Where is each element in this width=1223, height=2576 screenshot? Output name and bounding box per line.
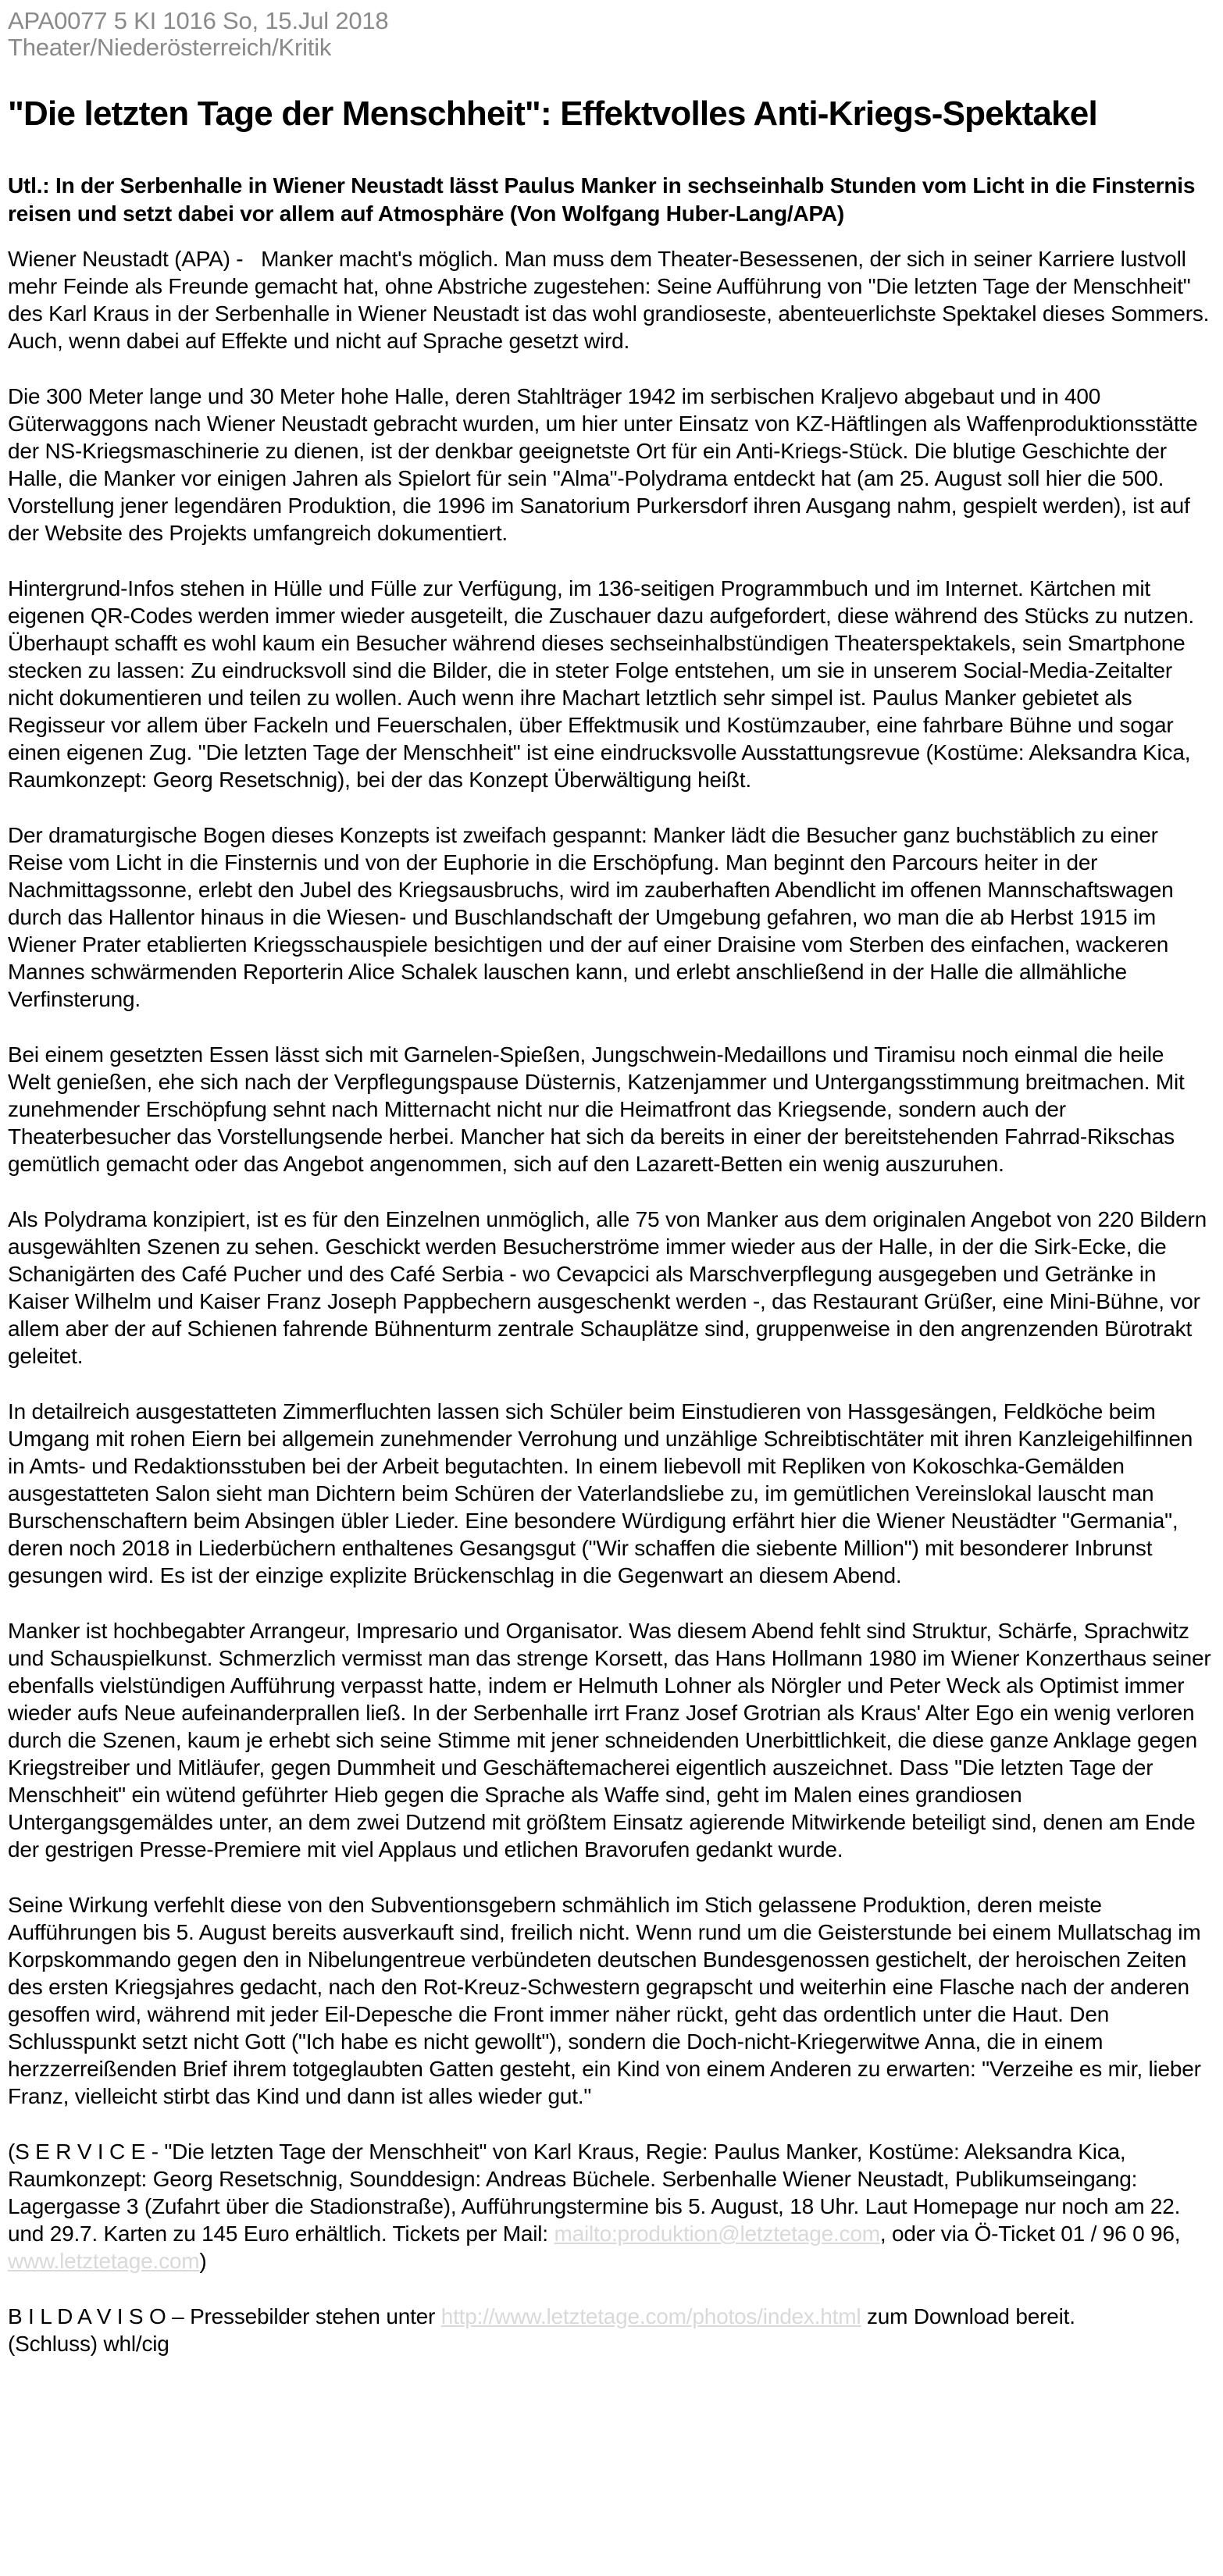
text-run: Die 300 Meter lange und 30 Meter hohe Halle, deren Stahlträger 1942 im serbischen Kraljevo abgebaut und in 400 Güterwaggons nach Wiener Neustadt gebracht wurden, um hier unter Einsatz von KZ-Häftlingen als Waffenproduktionsstätte der NS-Kriegsmaschinerie zu dienen, ist der denkbar geeignetste Ort für ein Anti-Kriegs-Stück. Die blutige Geschichte der Halle, die Manker vor einigen Jahren als Spielort für sein "Alma"-Polydrama entdeckt hat (am 25. August soll hier die 500. Vorstellung jener legendären Produktion, die 1996 im Sanatorium Purkersdorf ihren Ausgang nahm, gespielt werden), ist auf der Website des Projekts umfangreich dokumentiert. — [8, 384, 1198, 545]
paragraph-hintergrund — [8, 575, 1212, 793]
text-run: Seine Wirkung verfehlt diese von den Subventionsgebern schmählich im Stich gelassene Produktion, deren meiste Aufführungen bis 5. August bereits ausverkauft sind, freilich nicht. Wenn rund um die Geisterstunde bei einem Mullatschag im Korpskommando gegen den in Nibelungentreue verbündeten deutschen Bundesgenossen gestichelt, der heroischen Zeiten des ersten Kriegsjahres gedacht, nach den Rot-Kreuz-Schwestern gegrapscht und weiterhin eine Flasche nach der anderen gesoffen wird, während mit jeder Eil-Depesche die Front immer näher rückt, geht das ordentlich unter die Haut. Den Schlusspunkt setzt nicht Gott ("Ich habe es nicht gewollt"), sondern die Doch-nicht-Kriegerwitwe Anna, die in einem herzzerreißenden Brief ihrem totgeglaubten Gatten gesteht, ein Kind von einem Anderen zu erwarten: "Verzeihe es mir, lieber Franz, vielleicht stirbt das Kind und dann ist alles wieder gut." — [8, 1893, 1201, 2108]
service-paragraph — [8, 2138, 1212, 2275]
article-subtitle: Utl.: In der Serbenhalle in Wiener Neustadt lässt Paulus Manker in sechseinhalb Stunden vom Licht in die Finsternis reisen und setzt dabei vor allem auf Atmosphäre (Von Wolfgang Huber-Lang/APA) — [8, 173, 1196, 226]
schluss-line — [8, 2330, 1212, 2357]
text-run: , oder via Ö-Ticket 01 / 96 0 96, — [879, 2221, 1181, 2246]
paragraph-zimmerfluchten — [8, 1398, 1212, 1589]
paragraph-essen — [8, 1041, 1212, 1178]
email-link[interactable]: mailto:produktion@letztetage.com — [554, 2221, 880, 2246]
apa-header-line1: APA0077 5 KI 1016 So, 15.Jul 2018 — [8, 7, 389, 34]
paragraph-lead — [8, 245, 1212, 355]
apa-header — [8, 8, 1212, 61]
text-run: Der dramaturgische Bogen dieses Konzepts ist zweifach gespannt: Manker lädt die Besucher ganz buchstäblich zu einer Reise vom Licht in die Finsternis und von der Euphorie in die Erschöpfung. Man beginnt den Parcours heiter in der Nachmittagssonne, erlebt den Jubel des Kriegsausbruchs, wird im zauberhaften Abendlicht im offenen Mannschaftswagen durch das Hallentor hinaus in die Wiesen- und Buschlandschaft der Umgebung gefahren, wo man die ab Herbst 1915 im Wiener Prater etablierten Kriegsschauspiele besichtigen und der auf einer Draisine vom Sterben des einfachen, wackeren Mannes schwärmenden Reporterin Alice Schalek lauschen kann, und erlebt anschließend in der Halle die allmähliche Verfinsterung. — [8, 823, 1174, 1011]
website-link[interactable]: www.letztetage.com — [8, 2249, 200, 2273]
paragraph-wirkung — [8, 1891, 1212, 2110]
text-run: Manker ist hochbegabter Arrangeur, Impresario und Organisator. Was diesem Abend fehlt sind Struktur, Schärfe, Sprachwitz und Schauspielkunst. Schmerzlich vermisst man das strenge Korsett, das Hans Hollmann 1980 im Wiener Konzerthaus seiner ebenfalls vielstündigen Aufführung verpasst hatte, indem er Helmuth Lohner als Nörgler und Peter Weck als Optimist immer wieder aufs Neue aufeinanderprallen ließ. In der Serbenhalle irrt Franz Josef Grotrian als Kraus' Alter Ego ein wenig verloren durch die Szenen, kaum je erhebt sich seine Stimme mit jener schneidenden Unerbittlichkeit, die diese ganze Anklage gegen Kriegstreiber und Mitläufer, gegen Dummheit und Geschäftemacherei eigentlich auszeichnet. Dass "Die letzten Tage der Menschheit" ein wütend geführter Hieb gegen die Sprache als Waffe sind, geht im Malen eines grandiosen Untergangsgemäldes unter, an dem zwei Dutzend mit größtem Einsatz agierende Mitwirkende beteiligt sind, denen am Ende der gestrigen Presse-Premiere mit viel Applaus und etlichen Bravorufen gedankt wurde. — [8, 1619, 1211, 1862]
text-run: Hintergrund-Infos stehen in Hülle und Fülle zur Verfügung, im 136-seitigen Programmbuch und im Internet. Kärtchen mit eigenen QR-Codes werden immer wieder ausgeteilt, die Zuschauer dazu aufgefordert, diese während des Stücks zu nutzen. Überhaupt schafft es wohl kaum ein Besucher während dieses sechseinhalbstündigen Theaterspektakels, sein Smartphone stecken zu lassen: Zu eindrucksvoll sind die Bilder, die in steter Folge entstehen, um sie in unserem Social-Media-Zeitalter nicht dokumentieren und teilen zu wollen. Auch wenn ihre Machart letztlich sehr simpel ist. Paulus Manker gebietet als Regisseur vor allem über Fackeln und Feuerschalen, über Effektmusik und Kostümzauber, eine fahrbare Bühne und sogar einen eigenen Zug. "Die letzten Tage der Menschheit" ist eine eindrucksvolle Ausstattungsrevue (Kostüme: Aleksandra Kica, Raumkonzept: Georg Resetschnig), bei der das Konzept Überwältigung heißt. — [8, 576, 1195, 792]
paragraph-polydrama — [8, 1206, 1212, 1370]
bildaviso-line — [8, 2303, 1212, 2330]
text-run: ) — [199, 2249, 207, 2273]
article-headline: "Die letzten Tage der Menschheit": Effektvolles Anti-Kriegs-Spektakel — [8, 94, 1097, 133]
text-run: Als Polydrama konzipiert, ist es für den Einzelnen unmöglich, alle 75 von Manker aus dem originalen Angebot von 220 Bildern ausgewählten Szenen zu sehen. Geschickt werden Besucherströme immer wieder aus der Halle, in der die Sirk-Ecke, die Schanigärten des Café Pucher und des Café Serbia - wo Cevapcici als Marschverpflegung ausgegeben und Getränke in Kaiser Wilhelm und Kaiser Franz Joseph Pappbechern ausgeschenkt werden -, das Restaurant Grüßer, eine Mini-Bühne, vor allem aber der auf Schienen fahrende Bühnenturm zentrale Schauplätze sind, gruppenweise in den angrenzenden Bürotrakt geleitet. — [8, 1207, 1207, 1368]
text-run: zum Download bereit. — [861, 2304, 1075, 2328]
text-run: (Schluss) whl/cig — [8, 2332, 169, 2356]
apa-header-line2: Theater/Niederösterreich/Kritik — [8, 34, 332, 61]
text-run: Bei einem gesetzten Essen lässt sich mit Garnelen-Spießen, Jungschwein-Medaillons und Tiramisu noch einmal die heile Welt genießen, ehe sich nach der Verpflegungspause Düsternis, Katzenjammer und Untergangsstimmung breitmachen. Mit zunehmender Erschöpfung sehnt nach Mitternacht nicht nur die Heimatfront das Kriegsende, sondern auch der Theaterbesucher das Vorstellungsende herbei. Mancher hat sich da bereits in einer der bereitstehenden Fahrrad-Rikschas gemütlich gemacht oder das Angebot angenommen, sich auf den Lazarett-Betten ein wenig auszuruhen. — [8, 1042, 1185, 1176]
text-run: In detailreich ausgestatteten Zimmerfluchten lassen sich Schüler beim Einstudieren von Hassgesängen, Feldköche beim Umgang mit rohen Eiern bei allgemein zunehmender Verrohung und unzählige Schreibtischtäter mit ihren Kanzleigehilfinnen in Amts- und Redaktionsstuben bei der Arbeit begutachten. In einem liebevoll mit Repliken von Kokoschka-Gemälden ausgestatteten Salon sieht man Dichtern beim Schüren der Vaterlandsliebe zu, im gemütlichen Vereinslokal lauscht man Burschenschaftern beim Absingen übler Lieder. Eine besondere Würdigung erfährt hier die Wiener Neustädter "Germania", deren noch 2018 in Liederbüchern enthaltenes Gesangsgut ("Wir schaffen die siebente Million") mit besonderer Inbrunst gesungen wird. Es ist der einzige explizite Brückenschlag in die Gegenwart an diesem Abend. — [8, 1399, 1193, 1587]
paragraph-halle — [8, 383, 1212, 547]
text-run: B I L D A V I S O – Pressebilder stehen unter — [8, 2304, 441, 2328]
paragraph-dramaturgie — [8, 821, 1212, 1013]
paragraph-kritik — [8, 1617, 1212, 1863]
photos-link[interactable]: http://www.letztetage.com/photos/index.html — [440, 2304, 861, 2328]
text-run: (S E R V I C E - "Die letzten Tage der Menschheit" von Karl Kraus, Regie: Paulus Manker, Kostüme: Aleksandra Kica, Raumkonzept: Georg Resetschnig, Sounddesign: Andreas Büchele. Serbenhalle Wiener Neustadt, Publikumseingang: Lagergasse 3 (Zufahrt über die Stadionstraße), Aufführungstermine bis 5. August, 18 Uhr. Laut Homepage nur noch am 22. und 29.7. Karten zu 145 Euro erhältlich. Tickets per Mail: — [8, 2140, 1181, 2246]
article-body — [8, 245, 1212, 2357]
text-run: Wiener Neustadt (APA) - Manker macht's möglich. Man muss dem Theater-Besessenen, der sich in seiner Karriere lustvoll mehr Feinde als Freunde gemacht hat, ohne Abstriche zugestehen: Seine Aufführung von "Die letzten Tage der Menschheit" des Karl Kraus in der Serbenhalle in Wiener Neustadt ist das wohl grandioseste, abenteuerlichste Spektakel dieses Sommers. Auch, wenn dabei auf Effekte und nicht auf Sprache gesetzt wird. — [8, 247, 1210, 353]
